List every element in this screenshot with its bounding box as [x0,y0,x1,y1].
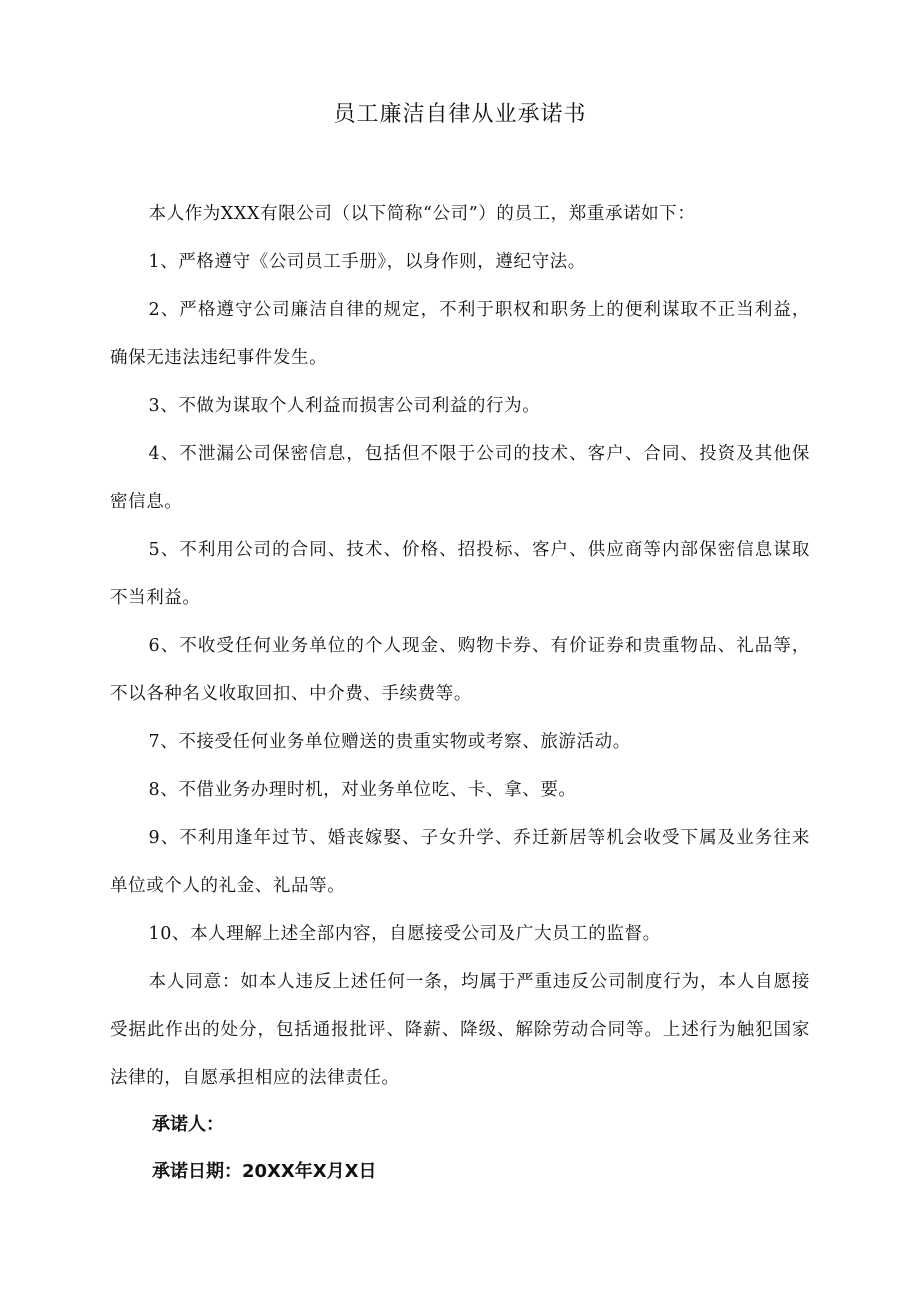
commitment-item-6: 6、不收受任何业务单位的个人现金、购物卡券、有价证券和贵重物品、礼品等，不以各种名义收取回扣、中介费、手续费等。 [110,636,810,704]
commitment-item-9: 9、不利用逢年过节、婚丧嫁娶、子女升学、乔迁新居等机会收受下属及业务往来单位或个人的礼金、礼品等。 [110,828,810,896]
document-title: 员工廉洁自律从业承诺书 [333,102,587,127]
commitment-item-8: 8、不借业务办理时机，对业务单位吃、卡、拿、要。 [148,780,577,800]
agreement-paragraph: 本人同意：如本人违反上述任何一条，均属于严重违反公司制度行为，本人自愿接受据此作出的处分，包括通报批评、降薪、降级、解除劳动合同等。上述行为触犯国家法律的，自愿承担相应的法律责任。 [110,972,810,1088]
signer-label: 承诺人： [152,1114,224,1135]
commitment-item-5: 5、不利用公司的合同、技术、价格、招投标、客户、供应商等内部保密信息谋取不当利益。 [110,540,810,608]
commitment-item-2: 2、严格遵守公司廉洁自律的规定，不利于职权和职务上的便利谋取不正当利益，确保无违法违纪事件发生。 [110,300,810,368]
document-body [110,190,810,1102]
intro-paragraph: 本人作为XXX有限公司（以下简称“公司”）的员工，郑重承诺如下： [148,204,696,224]
commitment-item-1: 1、严格遵守《公司员工手册》，以身作则，遵纪守法。 [148,252,586,272]
commitment-item-3: 3、不做为谋取个人利益而损害公司利益的行为。 [148,396,541,416]
commitment-item-4: 4、不泄漏公司保密信息，包括但不限于公司的技术、客户、合同、投资及其他保密信息。 [110,444,810,512]
commitment-item-10: 10、本人理解上述全部内容，自愿接受公司及广大员工的监督。 [148,924,661,944]
sign-date: 承诺日期：20XX年X月X日 [152,1161,377,1182]
commitment-item-7: 7、不接受任何业务单位赠送的贵重实物或考察、旅游活动。 [148,732,631,752]
